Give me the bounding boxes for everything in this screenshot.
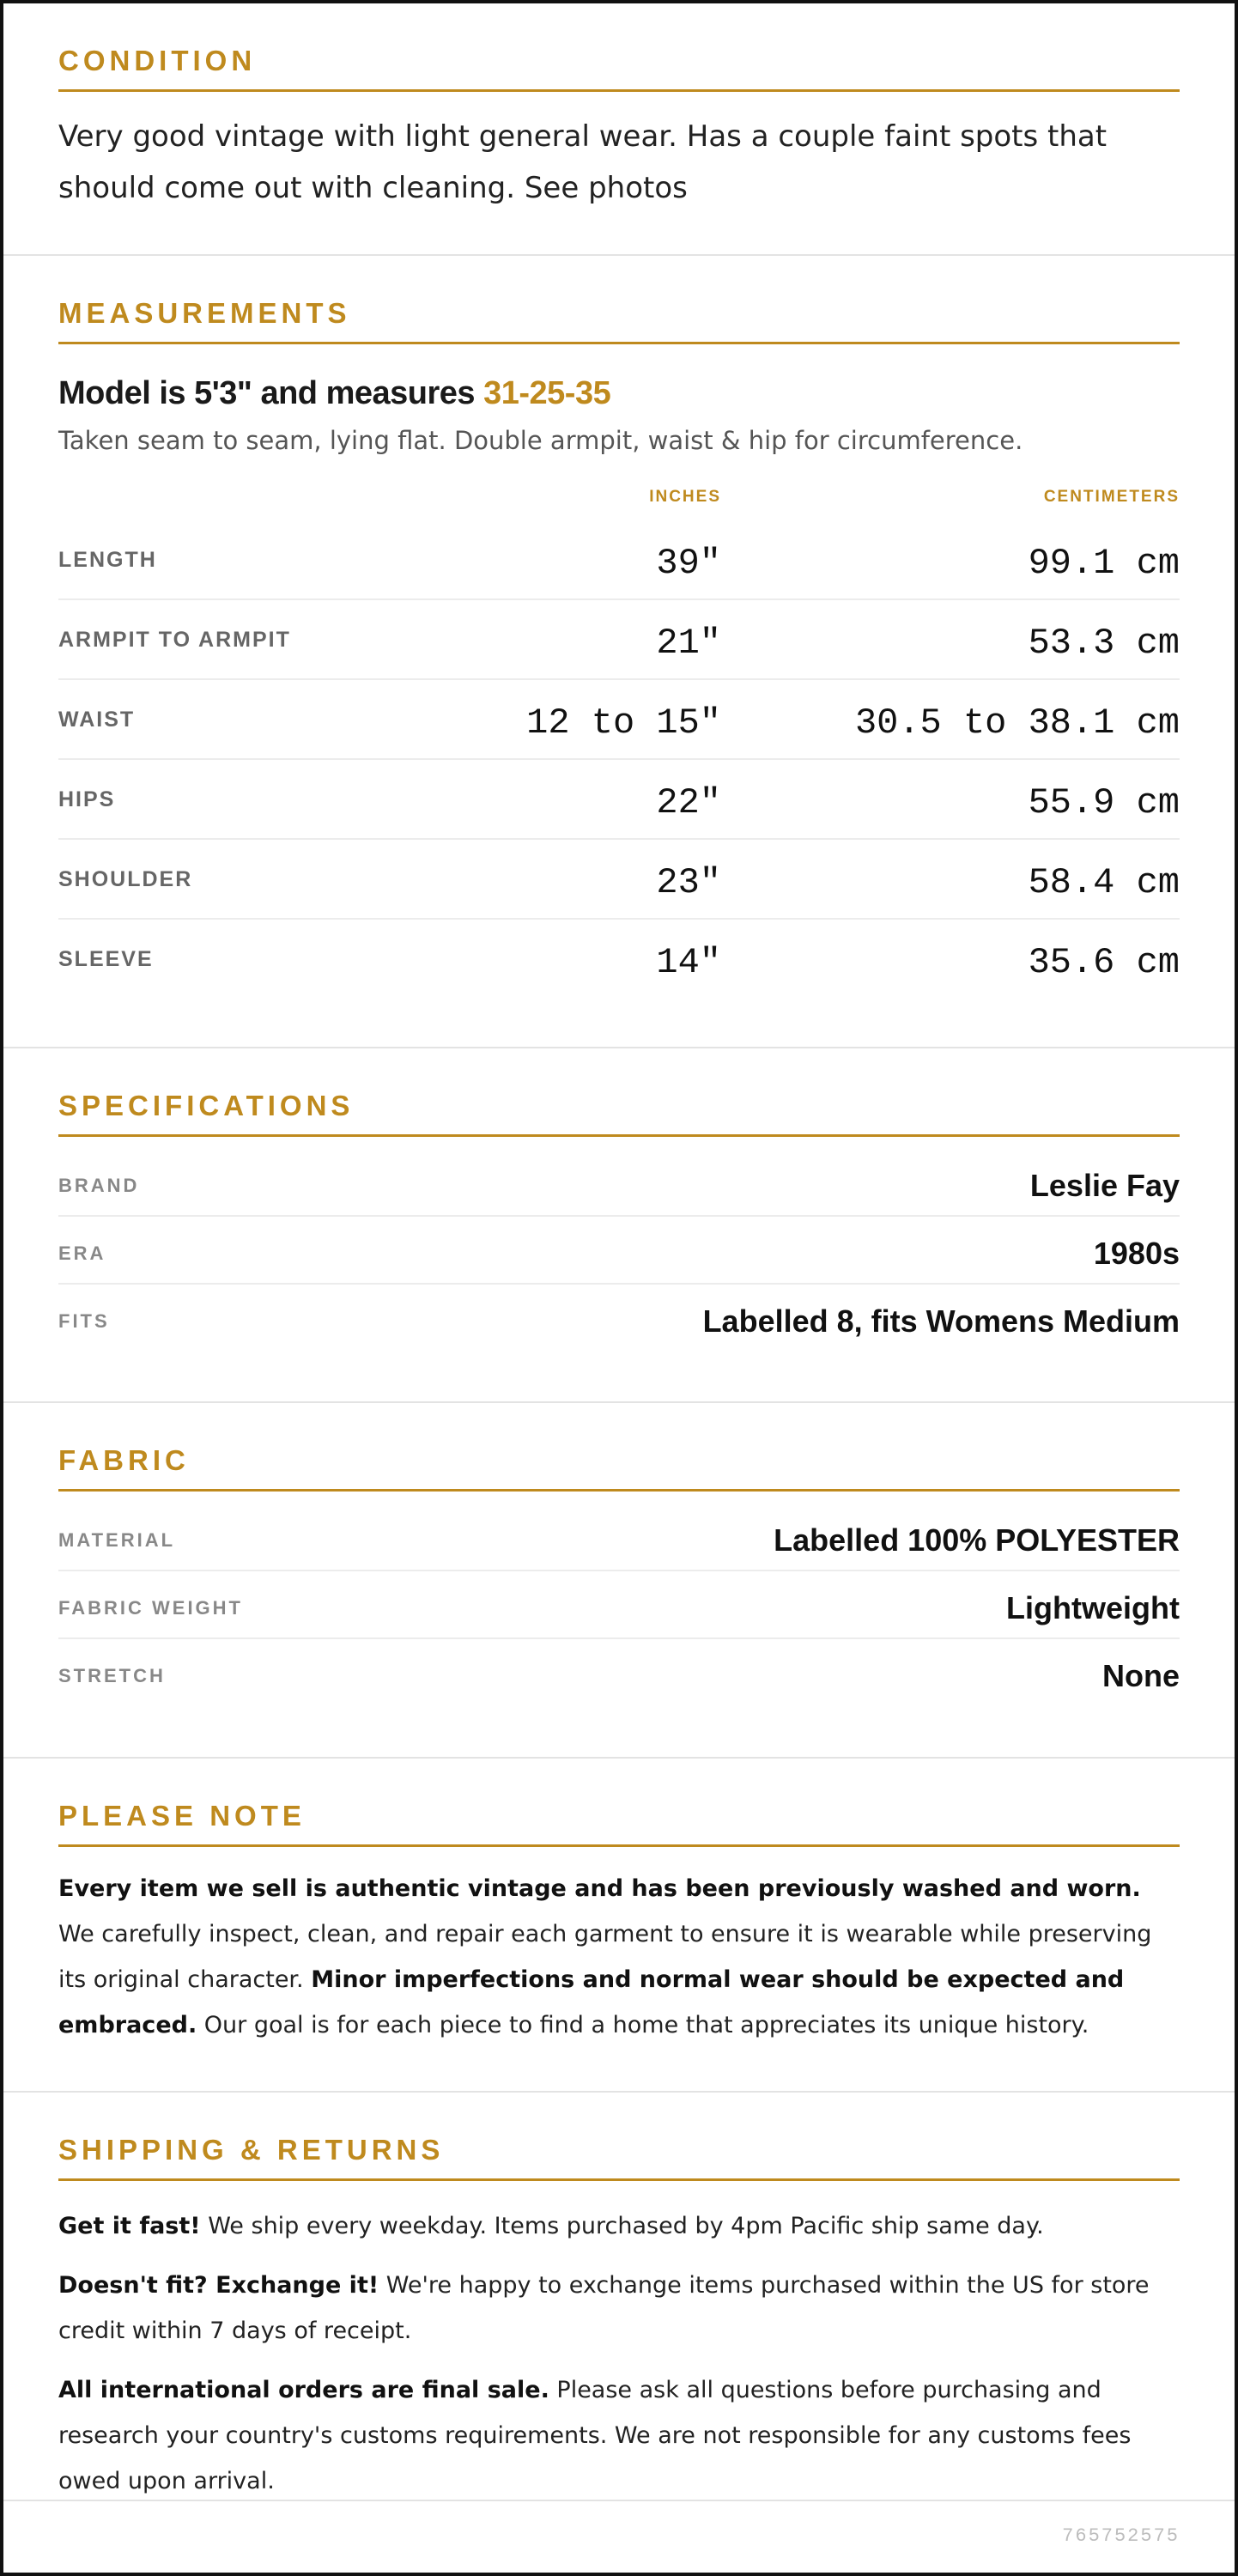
measurement-inches: 12 to 15" — [526, 702, 721, 744]
spec-value: Leslie Fay — [1029, 1168, 1180, 1203]
measurement-row — [58, 760, 1180, 840]
fabric-section — [3, 1403, 1235, 1759]
fabric-heading: FABRIC — [58, 1444, 1180, 1492]
measurements-section — [3, 256, 1235, 1048]
note-bold-2: Minor imperfections and normal wear should be expected and embraced. — [58, 1966, 1125, 2038]
measurement-row — [58, 920, 1180, 999]
measurement-row — [58, 520, 1180, 600]
measurement-row — [58, 600, 1180, 680]
measurements-heading: MEASUREMENTS — [58, 297, 1180, 344]
measurement-inches: 21" — [656, 623, 721, 664]
measurement-inches: 22" — [656, 782, 721, 823]
note-bold-1: Every item we sell is authentic vintage and has been previously washed and worn. — [58, 1875, 1141, 1902]
measurement-label: SLEEVE — [58, 947, 154, 971]
measurement-inches: 14" — [656, 942, 721, 983]
specifications-section — [3, 1048, 1235, 1403]
please-note-heading: PLEASE NOTE — [58, 1800, 1180, 1847]
measurement-cm: 30.5 to 38.1 cm — [854, 702, 1180, 744]
centimeters-column-header: CENTIMETERS — [1043, 488, 1180, 506]
shipping-paragraph-exchange — [58, 2263, 1180, 2354]
measurement-label: LENGTH — [58, 548, 157, 572]
specifications-heading: SPECIFICATIONS — [58, 1090, 1180, 1137]
shipping-returns-section — [3, 2093, 1235, 2501]
measurement-label: SHOULDER — [58, 867, 193, 891]
shipping-bold: Get it fast! — [58, 2213, 201, 2239]
spec-value: Labelled 8, fits Womens Medium — [702, 1303, 1180, 1339]
measurement-inches: 39" — [656, 543, 721, 584]
condition-text: Very good vintage with light general wear. Has a couple faint spots that should come out with cleaning. See photos — [58, 119, 1108, 205]
measurements-subtitle: Taken seam to seam, lying flat. Double armpit, waist & hip for circumference. — [58, 426, 1023, 455]
spec-label: STRETCH — [58, 1665, 166, 1686]
measurement-row — [58, 840, 1180, 920]
spec-label: FITS — [58, 1310, 110, 1332]
please-note-section — [3, 1759, 1235, 2093]
measurement-cm: 99.1 cm — [1028, 543, 1180, 584]
spec-label: ERA — [58, 1242, 106, 1264]
please-note-text — [58, 1866, 1180, 2048]
measurement-inches: 23" — [656, 862, 721, 903]
specifications-table — [58, 1149, 1180, 1352]
spec-row-brand — [58, 1149, 1180, 1217]
spec-value: Lightweight — [1006, 1590, 1180, 1625]
spec-value: Labelled 100% POLYESTER — [774, 1522, 1180, 1558]
shipping-paragraph-fast — [58, 2203, 1180, 2249]
note-text-1: We carefully inspect, clean, and repair each garment to ensure it is wearable while preserving its original character. — [58, 1921, 1152, 1993]
product-id: 765752575 — [1062, 2525, 1180, 2547]
spec-value: None — [1102, 1658, 1180, 1693]
measurements-table — [58, 520, 1180, 999]
spec-row-fits — [58, 1285, 1180, 1352]
fabric-row-weight — [58, 1571, 1180, 1639]
condition-heading: CONDITION — [58, 45, 1180, 92]
measurement-cm: 58.4 cm — [1028, 862, 1180, 903]
shipping-body — [58, 2203, 1180, 2504]
measurement-cm: 53.3 cm — [1028, 623, 1180, 664]
condition-section — [3, 3, 1235, 256]
shipping-text: We ship every weekday. Items purchased by 4pm Pacific ship same day. — [200, 2213, 1044, 2239]
inches-column-header: INCHES — [649, 488, 721, 506]
fabric-row-stretch — [58, 1639, 1180, 1707]
fabric-table — [58, 1504, 1180, 1707]
measurement-cm: 55.9 cm — [1028, 782, 1180, 823]
model-prefix: Model is 5'3" and measures — [58, 375, 484, 411]
measurement-label: ARMPIT TO ARMPIT — [58, 628, 291, 652]
shipping-text: We're happy to exchange items purchased within the US for store credit within 7 days of receipt. — [58, 2272, 1150, 2344]
measurement-row — [58, 680, 1180, 760]
shipping-heading: SHIPPING & RETURNS — [58, 2134, 1180, 2181]
footer — [3, 2501, 1235, 2573]
spec-label: BRAND — [58, 1175, 140, 1196]
spec-value: 1980s — [1093, 1236, 1180, 1271]
model-measures: 31-25-35 — [483, 375, 611, 411]
shipping-paragraph-international — [58, 2367, 1180, 2504]
shipping-bold: All international orders are final sale. — [58, 2377, 549, 2403]
measurement-label: HIPS — [58, 787, 116, 811]
measurement-cm: 35.6 cm — [1028, 942, 1180, 983]
spec-label: FABRIC WEIGHT — [58, 1597, 243, 1619]
model-info — [58, 375, 1180, 412]
measurement-label: WAIST — [58, 708, 136, 732]
note-text-2: Our goal is for each piece to find a home that appreciates its unique history. — [197, 2012, 1089, 2038]
spec-label: MATERIAL — [58, 1529, 176, 1551]
shipping-bold: Doesn't fit? Exchange it! — [58, 2272, 379, 2299]
spec-row-era — [58, 1217, 1180, 1285]
measurements-header-row — [58, 455, 1180, 520]
fabric-row-material — [58, 1504, 1180, 1571]
shipping-text: Please ask all questions before purchasing and research your country's customs requirements. We are not responsible for any customs fees owed upon arrival. — [58, 2377, 1132, 2494]
